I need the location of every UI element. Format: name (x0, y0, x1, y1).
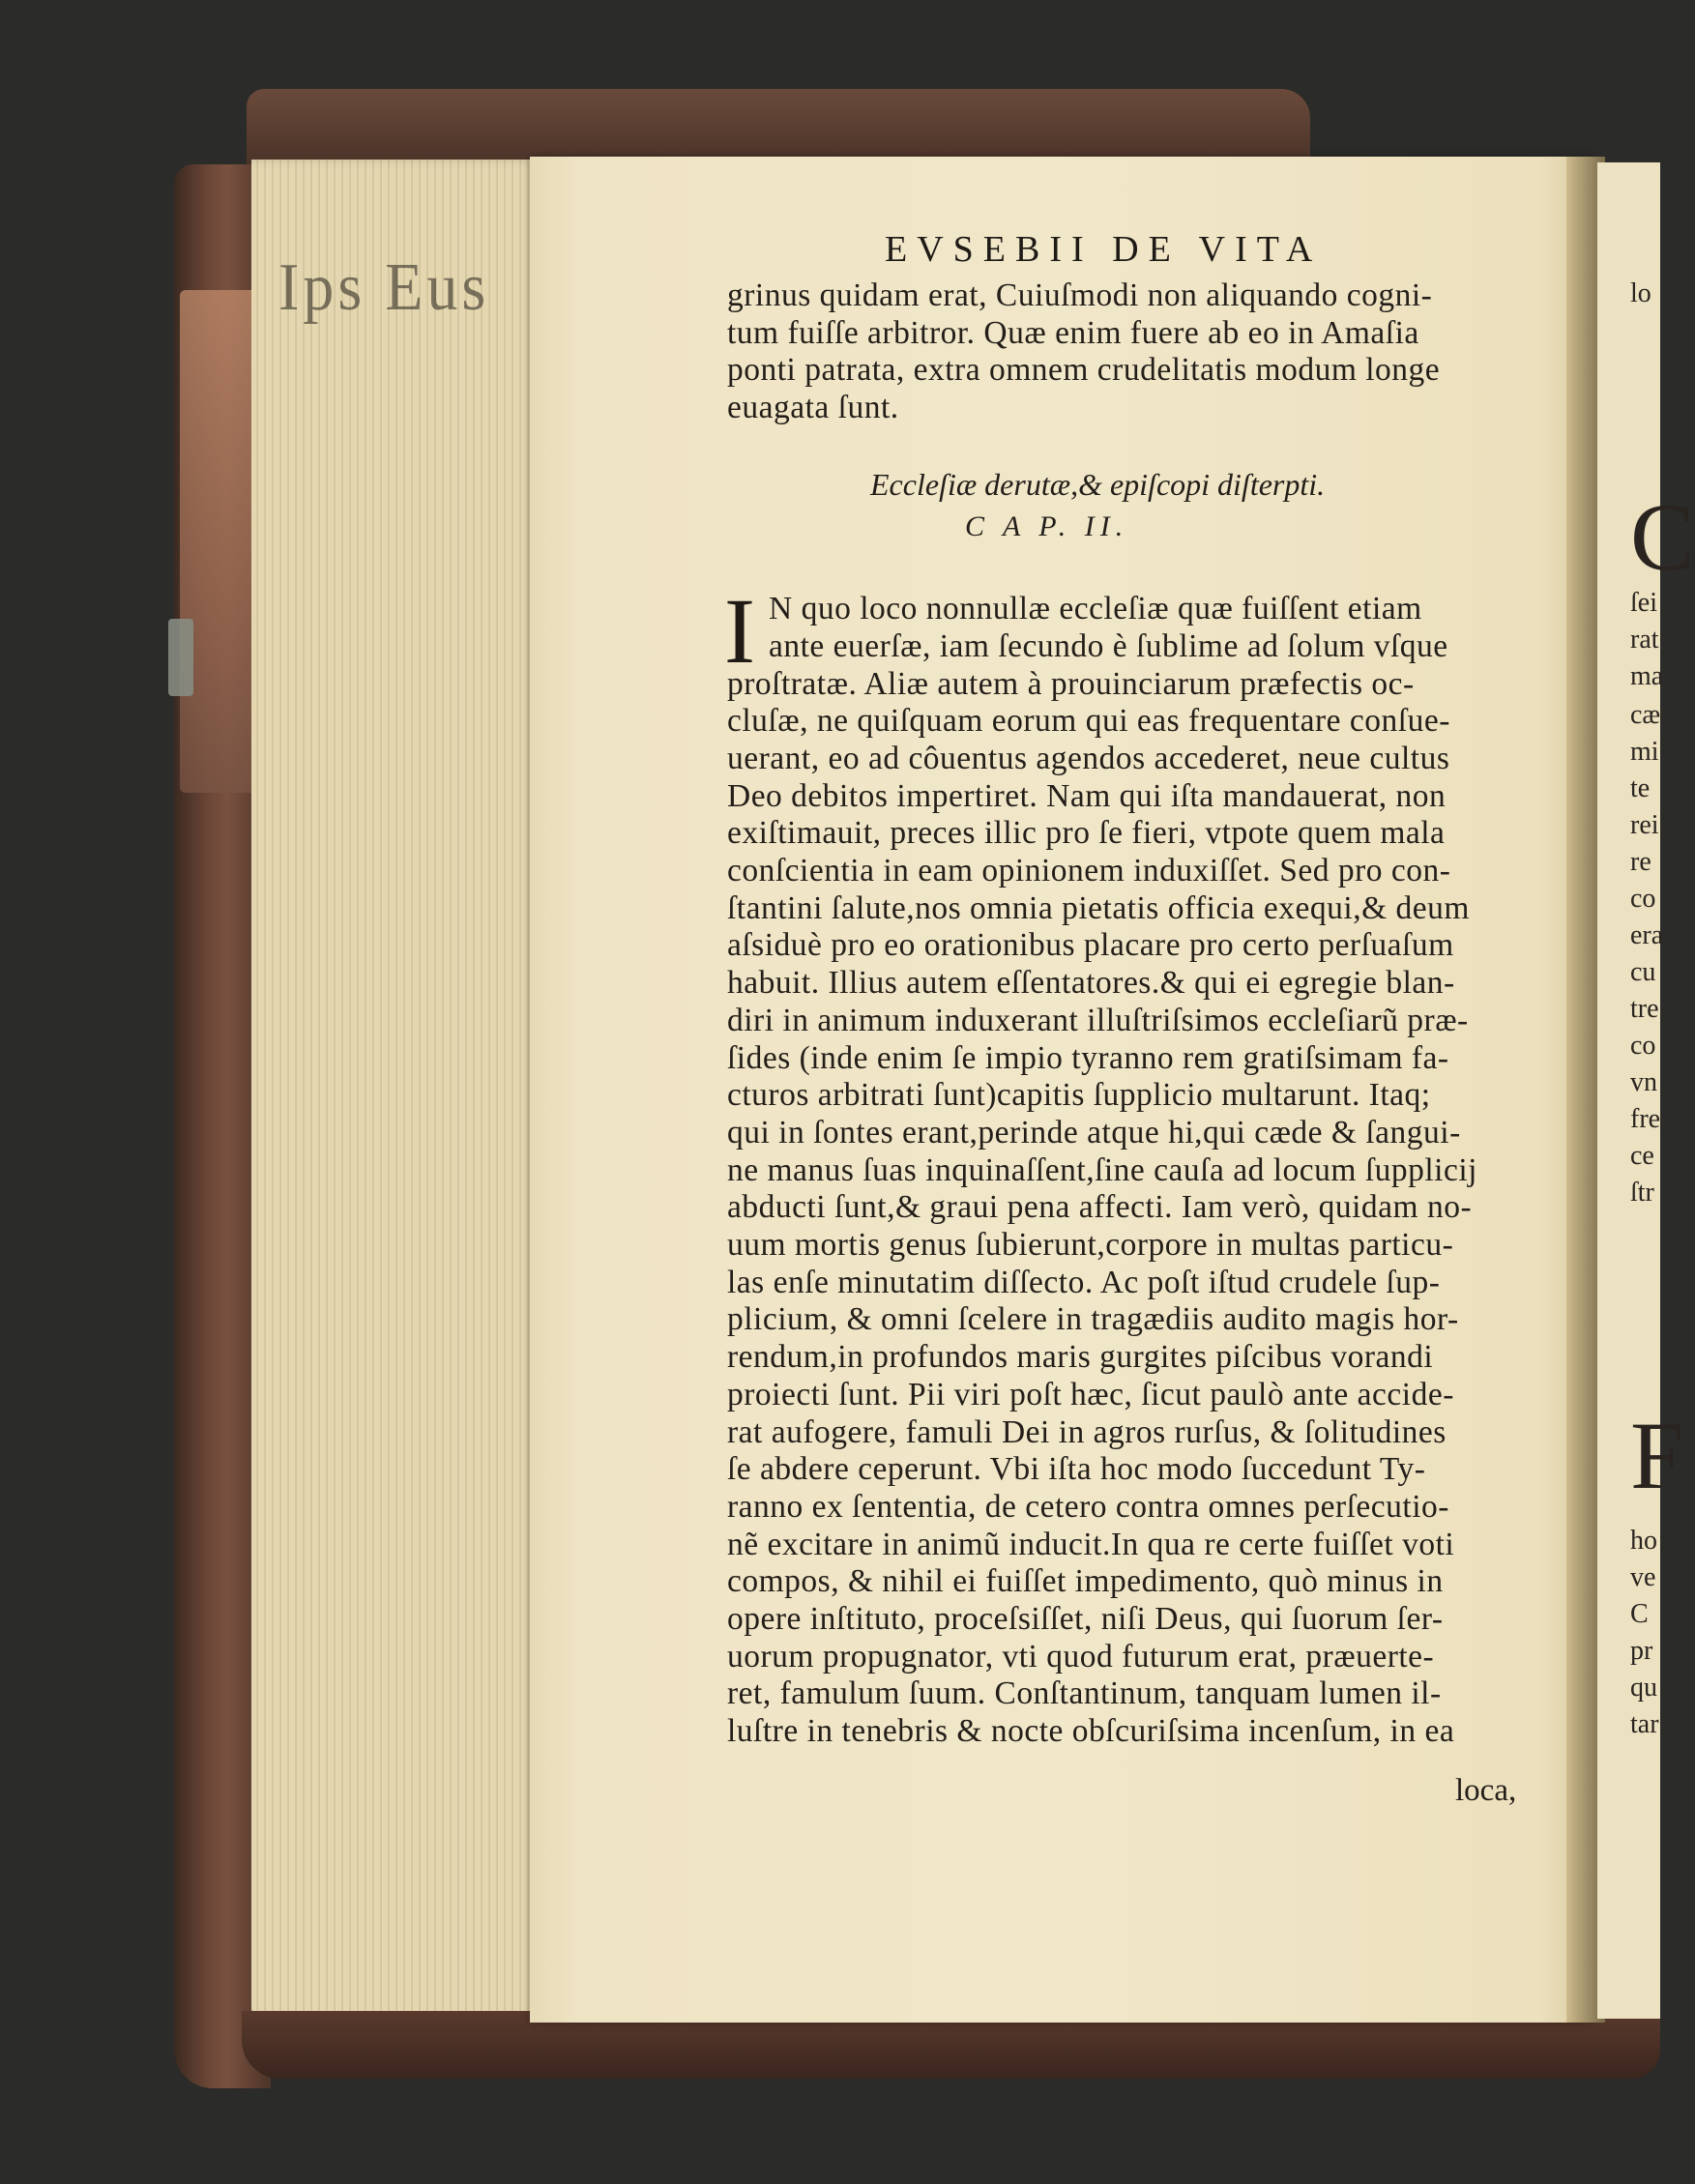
facing-page-text: ve (1630, 1562, 1656, 1592)
text-line: proſtratæ. Aliæ autem à prouinciarum præfectis oc- (727, 665, 1415, 702)
text-line: qui in ſontes erant,perinde atque hi,qui cæde & ſangui- (727, 1114, 1461, 1150)
text-line: nẽ excitare in animũ inducit.In qua re certe fuiſſet voti (727, 1526, 1455, 1562)
facing-page-fragment (1597, 162, 1695, 2019)
facing-page-text: cu (1630, 957, 1656, 987)
page-edges (251, 160, 541, 2025)
text-line: las enſe minutatim diſſecto. Ac poſt iſtud crudele ſup- (727, 1264, 1441, 1300)
text-line: ne manus ſuas inquinaſſent,ſine cauſa ad locum ſupplicij (727, 1151, 1477, 1188)
text-line: plicium, & omni ſcelere in tragædiis audito magis hor- (727, 1301, 1459, 1338)
text-line: exiſtimauit, preces illic pro ſe fieri, vtpote quem mala (727, 815, 1446, 852)
clasp-icon (168, 619, 193, 696)
drop-cap: I (724, 579, 755, 683)
text-line: diri in animum induxerant illuſtriſsimos eccleſiarũ præ- (727, 1002, 1469, 1038)
catchword: loca, (1455, 1773, 1517, 1808)
text-line: ſtantini ſalute,nos omnia pietatis officia exequi,& deum (727, 889, 1470, 926)
text-line: abducti ſunt,& graui pena affecti. Iam verò, quidam no- (727, 1189, 1473, 1226)
text-line: cturos arbitrati ſunt)capitis ſupplicio multarunt. Itaq; (727, 1077, 1431, 1114)
facing-page-text: pr (1630, 1636, 1653, 1666)
text-line: ſides (inde enim ſe impio tyranno rem gratiſsimam fa- (727, 1039, 1449, 1076)
text-line: conſcientia in eam opinionem induxiſſet. Sed pro con- (727, 853, 1451, 888)
text-line: ranno ex ſententia, de cetero contra omnes perſecutio- (727, 1488, 1449, 1525)
facing-page-text: re (1630, 847, 1651, 877)
text-line: cluſæ, ne quiſquam eorum qui eas frequentare conſue- (727, 703, 1450, 740)
facing-page-text: ho (1630, 1526, 1657, 1556)
chapter-number: C A P. II. (965, 510, 1129, 542)
text-line: luſtre in tenebris & nocte obſcuriſsima incenſum, in ea (727, 1713, 1455, 1750)
text-line: opere inſtituto, proceſsiſſet, niſi Deus, qui ſuorum ſer- (727, 1601, 1444, 1637)
text-line: Deo debitos impertiret. Nam qui iſta mandauerat, non (727, 777, 1447, 814)
facing-page-text: C (1630, 1599, 1649, 1629)
text-line: ſe abdere ceperunt. Vbi iſta hoc modo ſuccedunt Ty- (727, 1451, 1426, 1488)
text-line: N quo loco nonnullæ eccleſiæ quæ fuiſſent etiam (769, 591, 1422, 626)
spine-damage (180, 290, 257, 793)
facing-page-text: mi (1630, 737, 1659, 767)
text-line: rat aufogere, famuli Dei in agros rurſus, & ſolitudines (727, 1413, 1447, 1450)
running-head: EVSEBII DE VITA (885, 229, 1323, 270)
facing-page-text: lo (1630, 278, 1651, 308)
facing-page-text: cæ (1630, 700, 1661, 730)
spine-title: Ips Eus (278, 248, 490, 325)
text-line: rendum,in profundos maris gurgites piſcibus vorandi (727, 1339, 1434, 1376)
chapter-title: Eccleſiæ derutæ,& epiſcopi diſterpti. (870, 467, 1326, 502)
text-line: tum fuiſſe arbitror. Quæ enim fuere ab eo in Amaſia (727, 314, 1419, 351)
facing-page-text: tre (1630, 994, 1659, 1024)
facing-page-text: co (1630, 1031, 1656, 1061)
facing-page-text: C (1630, 483, 1695, 591)
facing-page-text: tar (1630, 1709, 1659, 1739)
text-line: ret, famulum ſuum. Conſtantinum, tanquam lumen il- (727, 1675, 1442, 1712)
facing-page-text: rei (1630, 810, 1659, 840)
text-line: ponti patrata, extra omnem crudelitatis modum longe (727, 352, 1441, 388)
book-cover-top (247, 89, 1310, 166)
facing-page-text: ma (1630, 661, 1664, 691)
facing-page-text: vn (1630, 1067, 1657, 1097)
facing-page-text: ſei (1630, 588, 1657, 618)
text-line: uerant, eo ad côuentus agendos accederet, neue cultus (727, 740, 1450, 776)
facing-page-text: ce (1630, 1141, 1654, 1171)
text-line: proiecti ſunt. Pii viri poſt hæc, ſicut paulò ante accide- (727, 1376, 1454, 1412)
facing-page-text: ſtr (1630, 1178, 1654, 1208)
text-line: ante euerſæ, iam ſecundo è ſublime ad ſolum vſque (769, 627, 1448, 664)
facing-page-text: te (1630, 773, 1651, 803)
text-line: habuit. Illius autem eſſentatores.& qui ei egregie blan- (727, 965, 1455, 1002)
text-line: grinus quidam erat, Cuiuſmodi non aliquando cogni- (727, 277, 1433, 313)
text-line: aſsiduè pro eo orationibus placare pro certo perſuaſum (727, 927, 1454, 964)
facing-page-text: qu (1630, 1673, 1657, 1703)
text-line: uum mortis genus ſubierunt,corpore in multas particu- (727, 1227, 1454, 1263)
facing-page-text: co (1630, 884, 1656, 914)
text-line: euagata ſunt. (727, 389, 899, 425)
text-line: compos, & nihil ei fuiſſet impedimento, quò minus in (727, 1563, 1444, 1600)
facing-page-text: F (1630, 1402, 1684, 1509)
text-line: uorum propugnator, vti quod futurum erat, præuerte- (727, 1638, 1435, 1674)
facing-page-text: era (1630, 920, 1664, 950)
facing-page-text: rat (1630, 625, 1659, 655)
facing-page-text: fre (1630, 1104, 1661, 1134)
